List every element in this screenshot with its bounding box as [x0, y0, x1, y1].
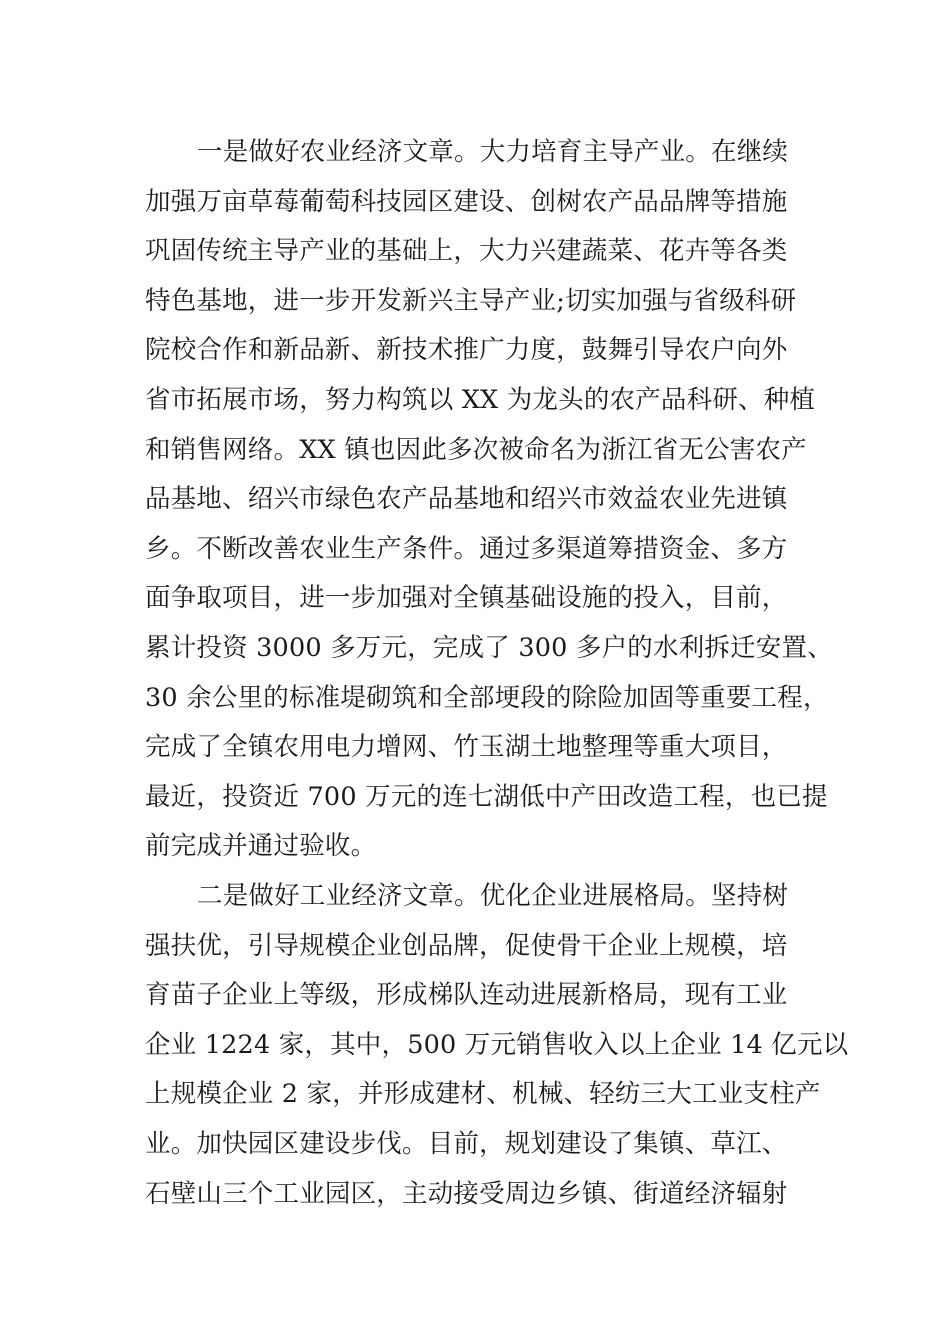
paragraph-1-line-4: 特色基地，进一步开发新兴主导产业;切实加强与省级科研 — [145, 286, 797, 316]
paragraph-1-line-9: 乡。不断改善农业生产条件。通过多渠道筹措资金、多方 — [145, 534, 788, 564]
paragraph-2-line-2: 强扶优，引导规模企业创品牌，促使骨干企业上规模，培 — [145, 931, 788, 961]
paragraph-1-line-5: 院校合作和新品新、新技术推广力度，鼓舞引导农户向外 — [145, 335, 788, 365]
paragraph-1-line-8: 品基地、绍兴市绿色农产品基地和绍兴市效益农业先进镇 — [145, 484, 788, 514]
paragraph-2-line-4: 企业 1224 家，其中，500 万元销售收入以上企业 14 亿元以 — [145, 1030, 849, 1060]
paragraph-1-line-7: 和销售网络。XX 镇也因此多次被命名为浙江省无公害农产 — [145, 435, 807, 465]
paragraph-1-line-6: 省市拓展市场，努力构筑以 XX 为龙头的农产品科研、种植 — [145, 385, 816, 415]
paragraph-1-line-3: 巩固传统主导产业的基础上，大力兴建蔬菜、花卉等各类 — [145, 236, 788, 266]
paragraph-1-line-1: 一是做好农业经济文章。大力培育主导产业。在继续 — [197, 137, 789, 167]
paragraph-2-line-6: 业。加快园区建设步伐。目前，规划建设了集镇、草江、 — [145, 1129, 788, 1159]
paragraph-1-line-2: 加强万亩草莓葡萄科技园区建设、创树农产品品牌等措施 — [145, 187, 788, 217]
paragraph-2-line-7: 石壁山三个工业园区，主动接受周边乡镇、街道经济辐射 — [145, 1179, 788, 1209]
paragraph-2-line-1: 二是做好工业经济文章。优化企业进展格局。坚持树 — [197, 881, 789, 911]
paragraph-2-line-5: 上规模企业 2 家，并形成建材、机械、轻纺三大工业支柱产 — [145, 1079, 821, 1109]
paragraph-1-line-11: 累计投资 3000 多万元，完成了 300 多户的水利拆迁安置、 — [145, 633, 833, 663]
paragraph-1-line-12: 30 余公里的标准堤砌筑和全部埂段的除险加固等重要工程， — [145, 683, 829, 713]
paragraph-1-line-14: 最近，投资近 700 万元的连七湖低中产田改造工程，也已提 — [145, 782, 828, 812]
paragraph-2-line-3: 育苗子企业上等级，形成梯队连动进展新格局，现有工业 — [145, 980, 788, 1010]
paragraph-1-line-10: 面争取项目，进一步加强对全镇基础设施的投入，目前， — [145, 583, 788, 613]
paragraph-1-line-13: 完成了全镇农用电力增网、竹玉湖土地整理等重大项目， — [145, 732, 788, 762]
paragraph-1-line-15: 前完成并通过验收。 — [145, 831, 377, 861]
